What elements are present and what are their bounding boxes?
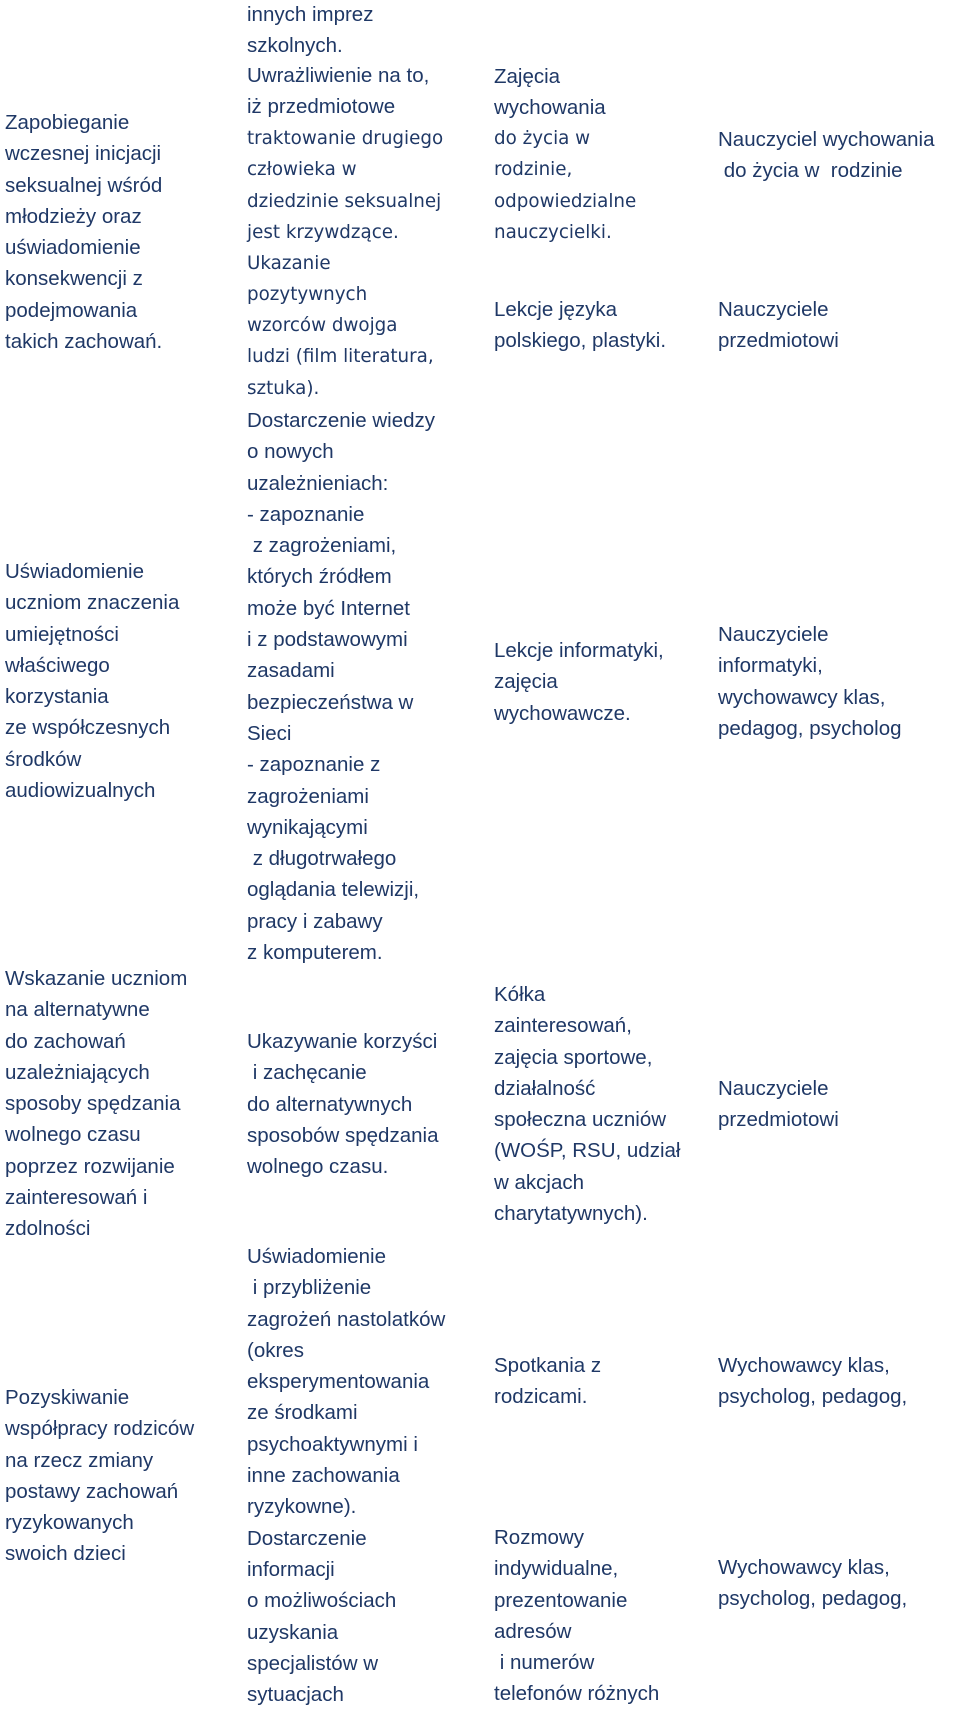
cell-line: rodzicami.: [494, 1385, 588, 1409]
cell-line: młodzieży oraz: [5, 204, 142, 228]
cell-line: do życia w: [494, 128, 591, 149]
responsible-cell: [718, 1552, 907, 1615]
goal-cell: [5, 1382, 194, 1570]
cell-line: rodzinie,: [494, 159, 573, 181]
cell-line: i numerów: [494, 1651, 595, 1675]
responsible-cell: [718, 294, 839, 357]
cell-line: inne zachowania: [247, 1464, 400, 1488]
task-cell: [247, 0, 373, 62]
cell-line: poprzez rozwijanie: [5, 1154, 175, 1178]
cell-line: Nauczyciele: [718, 623, 829, 646]
responsible-cell: [718, 619, 902, 744]
cell-line: Uwrażliwienie na to,: [247, 64, 430, 87]
cell-line: dziedzinie seksualnej: [247, 190, 442, 212]
cell-line: eksperymentowania: [247, 1370, 430, 1394]
cell-line: Ukazywanie korzyści: [247, 1030, 438, 1053]
cell-line: z długotrwałego: [247, 847, 397, 871]
cell-line: współpracy rodziców: [5, 1417, 195, 1441]
cell-line: ryzykowne).: [247, 1495, 357, 1519]
cell-line: Lekcje języka: [494, 298, 618, 321]
cell-line: Wskazanie uczniom: [5, 967, 188, 990]
cell-line: do życia w rodzinie: [718, 159, 903, 183]
cell-line: swoich dzieci: [5, 1542, 126, 1566]
form-cell: [494, 1350, 601, 1413]
cell-line: zdolności: [5, 1217, 91, 1241]
cell-line: może być Internet: [247, 596, 410, 620]
cell-line: przedmiotowi: [718, 329, 839, 353]
task-cell: [247, 123, 443, 311]
cell-line: ryzykowanych: [5, 1511, 134, 1535]
cell-line: zajęcia sportowe,: [494, 1045, 653, 1069]
task-cell: [247, 60, 429, 123]
cell-line: środków: [5, 747, 82, 771]
cell-line: pracy i zabawy: [247, 909, 383, 933]
cell-line: sposobów spędzania: [247, 1123, 439, 1147]
cell-line: Lekcje informatyki,: [494, 639, 664, 662]
cell-line: z zagrożeniami,: [247, 534, 397, 558]
goal-cell: [5, 107, 162, 357]
cell-line: pozytywnych: [247, 284, 368, 306]
cell-line: do zachowań: [5, 1029, 126, 1053]
cell-line: sytuacjach: [247, 1683, 344, 1707]
cell-line: i z podstawowymi: [247, 628, 408, 652]
cell-line: uzależnieniach:: [247, 471, 389, 495]
cell-line: działalność: [494, 1076, 596, 1100]
cell-line: (WOŚP, RSU, udział: [494, 1139, 681, 1163]
cell-line: telefonów różnych: [494, 1682, 660, 1706]
cell-line: Spotkania z: [494, 1354, 602, 1377]
cell-line: uzależniających: [5, 1060, 150, 1084]
cell-line: psycholog, pedagog,: [718, 1385, 908, 1409]
cell-line: wychowawcze.: [494, 701, 631, 725]
cell-line: charytatywnych).: [494, 1202, 648, 1226]
cell-line: Rozmowy: [494, 1526, 584, 1549]
cell-line: wolnego czasu.: [247, 1155, 389, 1179]
cell-line: zajęcia: [494, 670, 558, 694]
cell-line: zainteresowań i: [5, 1186, 148, 1210]
cell-line: wczesnej inicjacji: [5, 142, 162, 166]
cell-line: seksualnej wśród: [5, 173, 163, 197]
cell-line: których źródłem: [247, 565, 392, 589]
form-cell: [494, 294, 666, 357]
cell-line: uczniom znaczenia: [5, 591, 180, 615]
cell-line: odpowiedzialne: [494, 190, 637, 212]
cell-line: - zapoznanie: [247, 502, 365, 526]
cell-line: o możliwościach: [247, 1589, 397, 1613]
cell-line: informacji: [247, 1557, 335, 1581]
cell-line: specjalistów w: [247, 1651, 379, 1675]
cell-line: polskiego, plastyki.: [494, 329, 667, 353]
cell-line: społeczna uczniów: [494, 1108, 667, 1132]
cell-line: Wychowawcy klas,: [718, 1354, 890, 1377]
cell-line: indywidualne,: [494, 1557, 619, 1581]
cell-line: informatyki,: [718, 654, 823, 678]
cell-line: Kółka: [494, 983, 546, 1006]
cell-line: postawy zachowań: [5, 1479, 179, 1503]
responsible-cell: [718, 1073, 839, 1136]
cell-line: Dostarczenie wiedzy: [247, 409, 435, 432]
cell-line: i zachęcanie: [247, 1061, 367, 1085]
form-cell: [494, 1522, 659, 1710]
cell-line: ze środkami: [247, 1401, 358, 1425]
goal-cell: [5, 556, 179, 806]
cell-line: wychowawcy klas,: [718, 685, 886, 709]
task-cell: [247, 310, 434, 404]
cell-line: Uświadomienie: [247, 1245, 387, 1268]
cell-line: Uświadomienie: [5, 560, 145, 583]
cell-line: właściwego: [5, 653, 110, 677]
cell-line: uzyskania: [247, 1620, 339, 1644]
form-cell: [494, 61, 606, 124]
cell-line: człowieka w: [247, 159, 357, 181]
cell-line: podejmowania: [5, 298, 138, 322]
cell-line: audiowizualnych: [5, 779, 156, 803]
cell-line: ludzi (film literatura,: [247, 346, 434, 368]
cell-line: i przybliżenie: [247, 1276, 372, 1300]
cell-line: przedmiotowi: [718, 1108, 839, 1132]
cell-line: na rzecz zmiany: [5, 1448, 154, 1472]
cell-line: bezpieczeństwa w: [247, 690, 414, 714]
cell-line: Dostarczenie: [247, 1526, 367, 1550]
cell-line: o nowych: [247, 440, 334, 464]
cell-line: (okres: [247, 1338, 304, 1362]
cell-line: takich zachowań.: [5, 330, 163, 354]
responsible-cell: [718, 1350, 907, 1413]
cell-line: Nauczyciel wychowania: [718, 128, 935, 151]
cell-line: korzystania: [5, 685, 109, 709]
cell-line: Nauczyciele: [718, 298, 829, 321]
cell-line: psychoaktywnymi i: [247, 1432, 418, 1456]
cell-line: innych imprez: [247, 3, 374, 26]
cell-line: wolnego czasu: [5, 1123, 141, 1147]
cell-line: Zapobieganie: [5, 111, 130, 134]
cell-line: Pozyskiwanie: [5, 1386, 130, 1409]
cell-line: na alternatywne: [5, 998, 150, 1022]
cell-line: Ukazanie: [247, 253, 331, 275]
cell-line: sposoby spędzania: [5, 1092, 181, 1116]
cell-line: do alternatywnych: [247, 1092, 413, 1116]
cell-line: z komputerem.: [247, 941, 383, 965]
cell-line: w akcjach: [494, 1170, 585, 1194]
cell-line: zagrożeniami: [247, 784, 369, 808]
cell-line: Sieci: [247, 721, 292, 745]
cell-line: umiejętności: [5, 622, 119, 646]
form-cell: [494, 979, 680, 1229]
cell-line: konsekwencji z: [5, 267, 143, 291]
task-cell: [247, 1241, 445, 1710]
cell-line: zainteresowań,: [494, 1014, 632, 1038]
cell-line: Wychowawcy klas,: [718, 1556, 890, 1579]
cell-line: Nauczyciele: [718, 1077, 829, 1100]
cell-line: nauczycielki.: [494, 221, 612, 243]
cell-line: iż przedmiotowe: [247, 95, 396, 119]
cell-line: wzorców dwojga: [247, 315, 398, 336]
cell-line: psycholog, pedagog,: [718, 1587, 908, 1611]
cell-line: pedagog, psycholog: [718, 716, 902, 740]
form-cell: [494, 635, 664, 729]
cell-line: wychowania: [494, 96, 606, 120]
cell-line: adresów: [494, 1619, 572, 1643]
cell-line: zasadami: [247, 659, 335, 683]
cell-line: sztuka).: [247, 377, 320, 399]
task-cell: [247, 405, 435, 968]
cell-line: wynikającymi: [247, 815, 368, 839]
form-cell: [494, 123, 636, 248]
cell-line: oglądania telewizji,: [247, 878, 420, 902]
cell-line: ze współczesnych: [5, 716, 171, 740]
responsible-cell: [718, 124, 934, 187]
cell-line: - zapoznanie z: [247, 753, 381, 777]
cell-line: zagrożeń nastolatków: [247, 1307, 446, 1331]
cell-line: jest krzywdzące.: [247, 221, 399, 243]
cell-line: Zajęcia: [494, 65, 561, 88]
cell-line: prezentowanie: [494, 1588, 628, 1612]
cell-line: uświadomienie: [5, 236, 141, 260]
cell-line: szkolnych.: [247, 34, 343, 58]
goal-cell: [5, 963, 187, 1245]
cell-line: traktowanie drugiego: [247, 128, 444, 149]
task-cell: [247, 1026, 438, 1182]
